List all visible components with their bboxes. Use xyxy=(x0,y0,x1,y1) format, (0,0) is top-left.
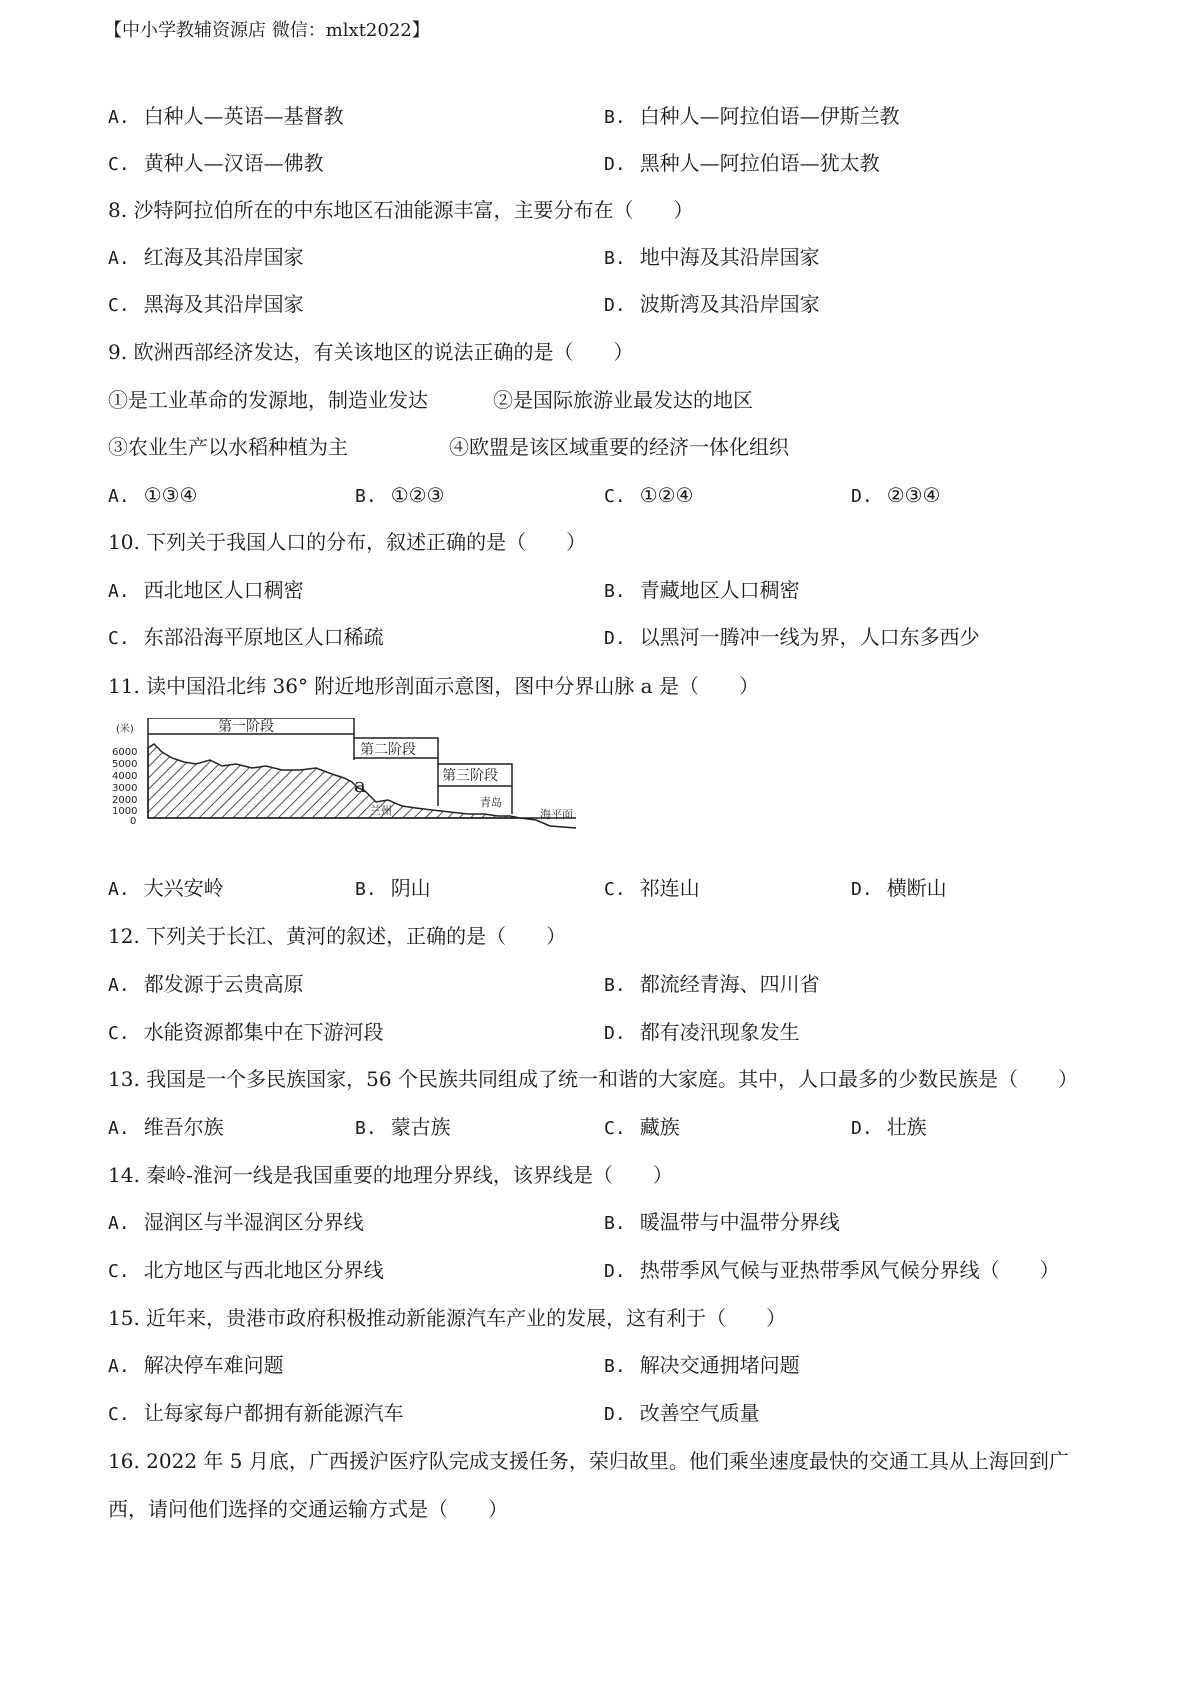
q12-stem: 12. 下列关于长江、黄河的叙述，正确的是（ ） xyxy=(108,924,567,948)
q10-option-b[interactable]: B. 青藏地区人口稠密 xyxy=(604,578,800,602)
y-tick-4000: 4000 xyxy=(112,771,138,782)
q12-option-d[interactable]: D. 都有凌汛现象发生 xyxy=(604,1020,800,1044)
y-tick-5000: 5000 xyxy=(112,759,138,770)
q8-stem: 8. 沙特阿拉伯所在的中东地区石油能源丰富，主要分布在（ ） xyxy=(108,198,694,222)
sea-level-label: 海平面 xyxy=(540,808,573,821)
q8-option-c[interactable]: C. 黑海及其沿岸国家 xyxy=(108,292,304,316)
q11-stem: 11. 读中国沿北纬 36° 附近地形剖面示意图，图中分界山脉 a 是（ ） xyxy=(108,674,759,698)
q9-option-a[interactable]: A. ①③④ xyxy=(108,483,198,507)
q13-option-d[interactable]: D. 壮族 xyxy=(851,1115,927,1139)
q11-option-c[interactable]: C. 祁连山 xyxy=(604,876,700,900)
q8-option-a[interactable]: A. 红海及其沿岸国家 xyxy=(108,245,304,269)
q11-option-b[interactable]: B. 阴山 xyxy=(355,876,431,900)
q14-option-a[interactable]: A. 湿润区与半湿润区分界线 xyxy=(108,1210,364,1234)
q11-option-d[interactable]: D. 横断山 xyxy=(851,876,947,900)
q14-option-d[interactable]: D. 热带季风气候与亚热带季风气候分界线（ ） xyxy=(604,1258,1060,1282)
q15-option-d[interactable]: D. 改善空气质量 xyxy=(604,1401,760,1425)
q9-statement-2: ②是国际旅游业最发达的地区 xyxy=(493,388,753,412)
q13-option-b[interactable]: B. 蒙古族 xyxy=(355,1115,451,1139)
q9-option-c[interactable]: C. ①②④ xyxy=(604,483,694,507)
q11-option-a[interactable]: A. 大兴安岭 xyxy=(108,876,224,900)
q10-option-d[interactable]: D. 以黑河一腾冲一线为界，人口东多西少 xyxy=(604,625,980,649)
q7-option-b[interactable]: B. 白种人—阿拉伯语—伊斯兰教 xyxy=(604,104,900,128)
q9-option-d[interactable]: D. ②③④ xyxy=(851,483,941,507)
q9-statement-4: ④欧盟是该区域重要的经济一体化组织 xyxy=(449,435,789,459)
y-unit-label: (米) xyxy=(116,724,134,735)
q14-option-b[interactable]: B. 暖温带与中温带分界线 xyxy=(604,1210,840,1234)
q16-stem-line2: 西，请问他们选择的交通运输方式是（ ） xyxy=(108,1497,508,1521)
q13-option-c[interactable]: C. 藏族 xyxy=(604,1115,680,1139)
q14-stem: 14. 秦岭-淮河一线是我国重要的地理分界线，该界线是（ ） xyxy=(108,1163,673,1187)
q9-stem: 9. 欧洲西部经济发达，有关该地区的说法正确的是（ ） xyxy=(108,340,634,364)
lanzhou-label: 兰州 xyxy=(370,804,392,817)
q15-stem: 15. 近年来，贵港市政府积极推动新能源汽车产业的发展，这有利于（ ） xyxy=(108,1306,787,1330)
q9-option-b[interactable]: B. ①②③ xyxy=(355,483,445,507)
q12-option-b[interactable]: B. 都流经青海、四川省 xyxy=(604,972,820,996)
step3-label: 第三阶段 xyxy=(442,768,498,784)
q12-option-a[interactable]: A. 都发源于云贵高原 xyxy=(108,972,304,996)
q14-option-c[interactable]: C. 北方地区与西北地区分界线 xyxy=(108,1258,384,1282)
point-a-label: a xyxy=(354,773,366,797)
q9-statement-3: ③农业生产以水稻种植为主 xyxy=(108,435,348,459)
q15-option-a[interactable]: A. 解决停车难问题 xyxy=(108,1353,284,1377)
qingdao-label: 青岛 xyxy=(480,796,502,809)
y-tick-3000: 3000 xyxy=(112,783,138,794)
step1-label: 第一阶段 xyxy=(218,719,274,735)
q8-option-d[interactable]: D. 波斯湾及其沿岸国家 xyxy=(604,292,820,316)
q7-option-a[interactable]: A. 白种人—英语—基督教 xyxy=(108,104,344,128)
q7-option-c[interactable]: C. 黄种人—汉语—佛教 xyxy=(108,151,324,175)
q7-option-d[interactable]: D. 黑种人—阿拉伯语—犹太教 xyxy=(604,151,880,175)
step2-label: 第二阶段 xyxy=(360,742,416,758)
y-tick-0: 0 xyxy=(130,816,137,827)
y-tick-6000: 6000 xyxy=(112,747,138,758)
terrain-profile-svg xyxy=(106,718,616,836)
q10-option-a[interactable]: A. 西北地区人口稠密 xyxy=(108,578,304,602)
q15-option-c[interactable]: C. 让每家每户都拥有新能源汽车 xyxy=(108,1401,404,1425)
y-tick-2000: 2000 xyxy=(112,795,138,806)
q13-stem: 13. 我国是一个多民族国家，56 个民族共同组成了统一和谐的大家庭。其中，人口最多的少数民族是（ ） xyxy=(108,1067,1078,1091)
y-tick-1000: 1000 xyxy=(112,806,138,817)
q15-option-b[interactable]: B. 解决交通拥堵问题 xyxy=(604,1353,800,1377)
q9-statement-1: ①是工业革命的发源地，制造业发达 xyxy=(108,388,428,412)
q8-option-b[interactable]: B. 地中海及其沿岸国家 xyxy=(604,245,820,269)
q12-option-c[interactable]: C. 水能资源都集中在下游河段 xyxy=(108,1020,384,1044)
q10-option-c[interactable]: C. 东部沿海平原地区人口稀疏 xyxy=(108,625,384,649)
q13-option-a[interactable]: A. 维吾尔族 xyxy=(108,1115,224,1139)
terrain-profile-figure xyxy=(106,718,616,836)
q16-stem-line1: 16. 2022 年 5 月底，广西援沪医疗队完成支援任务，荣归故里。他们乘坐速度最快的交通工具从上海回到广 xyxy=(108,1449,1069,1473)
q10-stem: 10. 下列关于我国人口的分布，叙述正确的是（ ） xyxy=(108,530,587,554)
page-header-watermark: 【中小学教辅资源店 微信：mlxt2022】 xyxy=(104,20,430,41)
